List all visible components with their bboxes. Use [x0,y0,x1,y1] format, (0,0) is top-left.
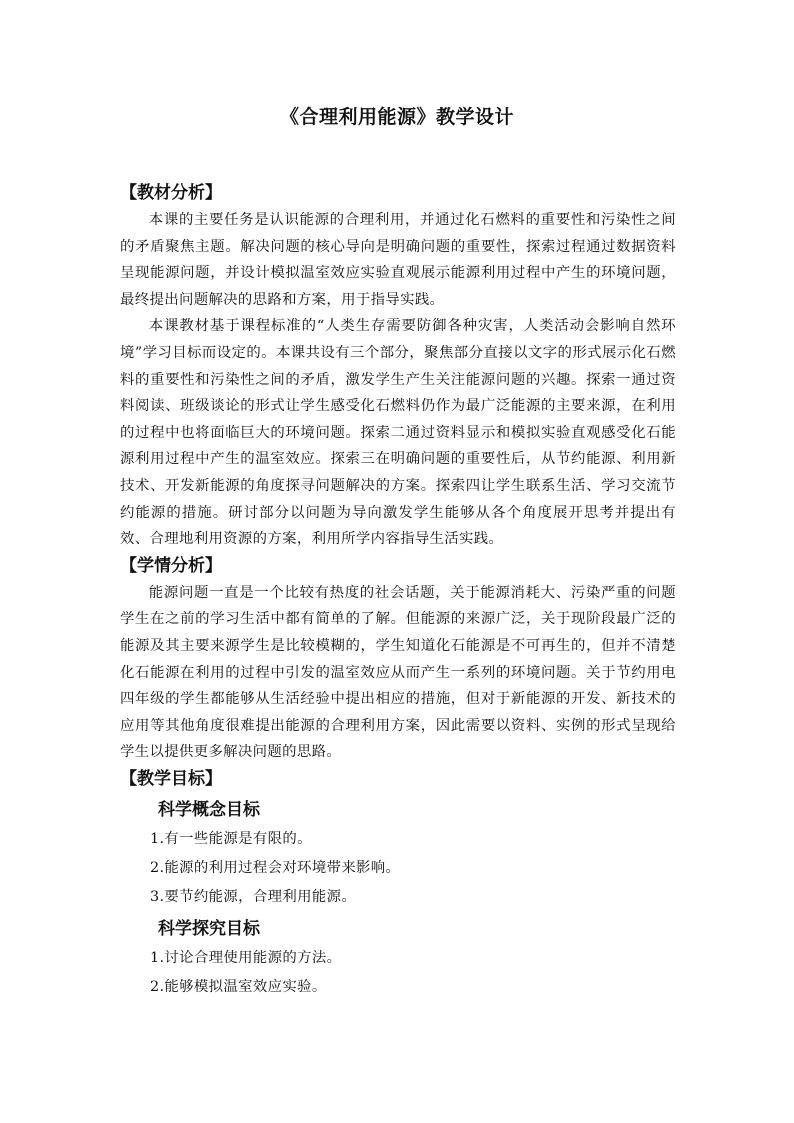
section-heading: 【教材分析】 [120,183,222,203]
page-title: 《合理利用能源》教学设计 [279,106,514,128]
list-item: 2.能够模拟温室效应实验。 [150,978,327,995]
list-item: 3.要节约能源，合理利用能源。 [150,888,357,905]
section-heading: 【教学目标】 [120,768,222,789]
subsection-heading: 科学概念目标 [158,799,260,820]
list-item: 1.有一些能源是有限的。 [150,830,312,847]
paragraph: 能源问题一直是一个比较有热度的社会话题，关于能源消耗大、污染严重的问题学生在之前的学习生活中都有简单的了解。但能源的来源广泛，关于现阶段最广泛的能源及其主要来源学生是比较模糊的，学生知道化石能源是不可再生的，但并不清楚化石能源在利用的过程中引发的温室效应从而产生一系列的环境问题。关于节约用电四年级的学生都能够从生活经验中提出相应的措施，但对于新能源的开发、新技术的应用等其他角度很难提出能源的合理利用方案，因此需要以资料、实例的形式呈现给学生以提供更多解决问题的思路。 [120,584,676,761]
paragraph: 本课教材基于课程标准的“人类生存需要防御各种灾害，人类活动会影响自然环境”学习目标而设定的。本课共设有三个部分，聚焦部分直接以文字的形式展示化石燃料的重要性和污染性之间的矛盾，激发学生产生关注能源问题的兴趣。探索一通过资料阅读、班级谈论的形式让学生感受化石燃料仍作为最广泛能源的主要来源，在利用的过程中也将面临巨大的环境问题。探索二通过资料显示和模拟实验直观感受化石能源利用过程中产生的温室效应。探索三在明确问题的重要性后，从节约能源、利用新技术、开发新能源的角度探寻问题解决的方案。探索四让学生联系生活、学习交流节约能源的措施。研讨部分以问题为导向激发学生能够从各个角度展开思考并提出有效、合理地利用资源的方案，利用所学内容指导生活实践。 [120,318,676,548]
list-item: 1.讨论合理使用能源的方法。 [150,949,342,966]
section-teaching-objectives [120,766,676,1002]
subsection-inquiry-objectives [120,914,676,1002]
section-textbook-analysis [120,180,676,553]
paragraph: 本课的主要任务是认识能源的合理利用，并通过化石燃料的重要性和污染性之间的矛盾聚焦主题。解决问题的核心导向是明确问题的重要性，探索过程通过数据资料呈现能源问题，并设计模拟温室效应实验直观展示能源利用过程中产生的环境问题，最终提出问题解决的思路和方案，用于指导实践。 [120,212,676,308]
section-student-analysis [120,553,676,766]
subsection-concept-objectives [120,795,676,912]
document-body [120,180,676,1002]
section-heading: 【学情分析】 [120,555,222,576]
subsection-heading: 科学探究目标 [158,918,260,939]
list-item: 2.能源的利用过程会对环境带来影响。 [150,859,401,876]
